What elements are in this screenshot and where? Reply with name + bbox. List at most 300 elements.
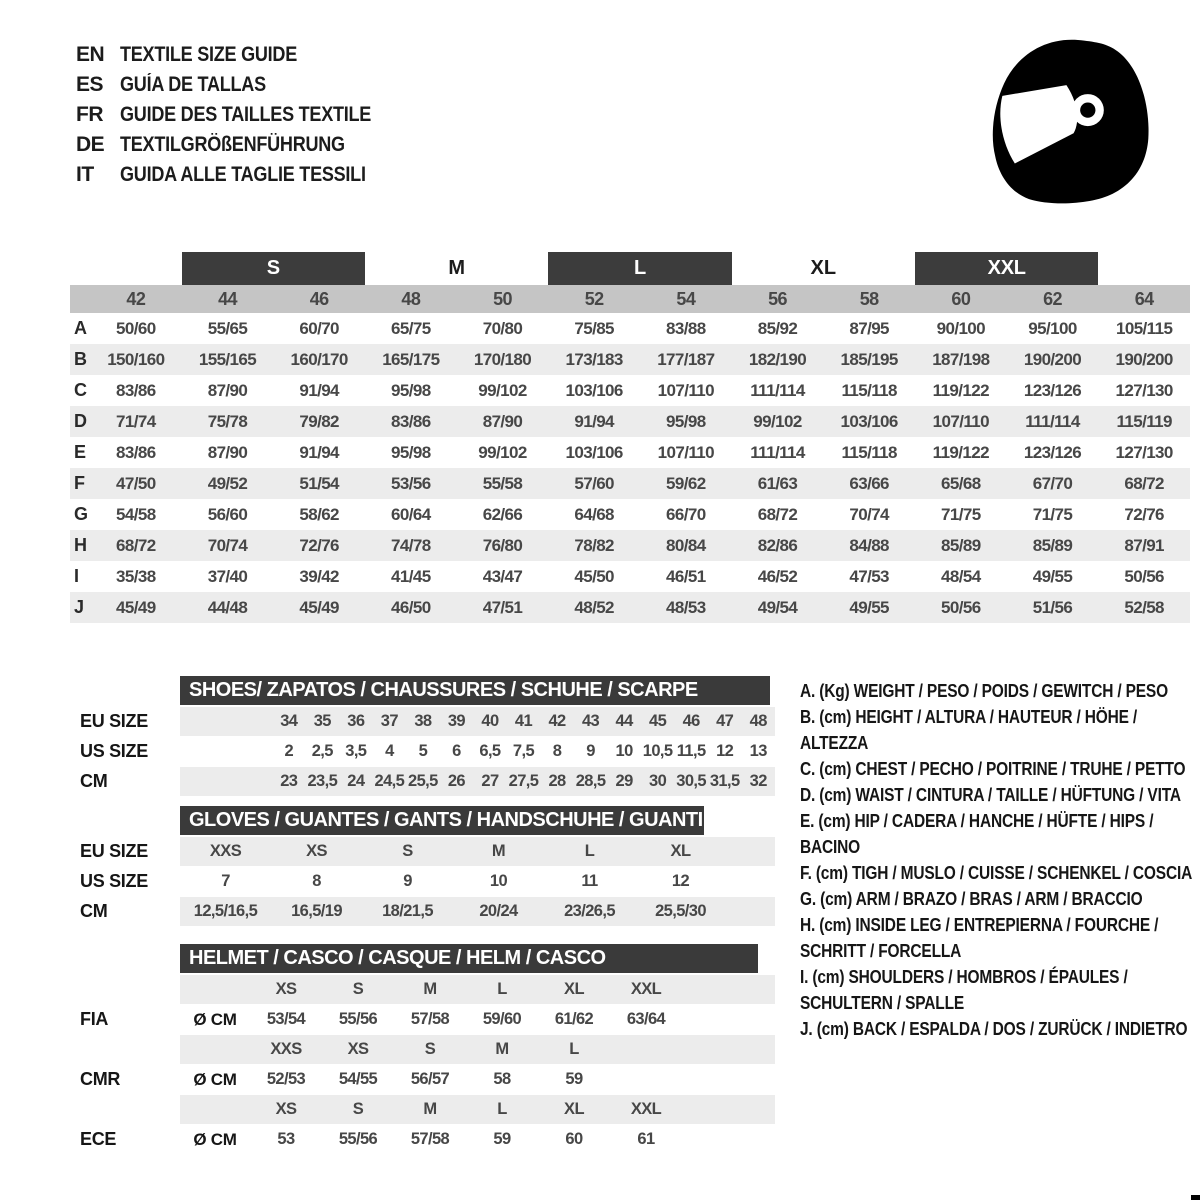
size-value-cell: 40 <box>481 712 499 730</box>
apparel-row-D <box>70 406 1190 437</box>
language-row <box>76 100 412 130</box>
measurement-cell: 49/54 <box>757 597 798 617</box>
measurement-cell: 46/51 <box>666 566 706 586</box>
measurement-cell: 123/126 <box>1023 442 1082 462</box>
helmet-size-label: S <box>352 1100 364 1118</box>
language-code: DE <box>76 133 105 156</box>
measurement-cell: 99/102 <box>478 380 527 400</box>
helmet-size-label: L <box>497 1100 507 1118</box>
measurement-cell: 71/75 <box>1032 504 1073 524</box>
row-label: H <box>74 535 87 555</box>
size-value-cell: 9 <box>403 872 412 890</box>
measurement-cell: 61/63 <box>757 473 798 493</box>
size-value-cell: XXS <box>209 842 242 860</box>
apparel-row-F <box>70 468 1190 499</box>
helmet-size-value: 60 <box>565 1130 583 1148</box>
gloves-rows <box>75 837 780 926</box>
language-title <box>120 73 290 97</box>
measurement-cell: 35/38 <box>116 566 156 586</box>
measurement-cell: 71/75 <box>941 504 981 524</box>
size-value-cell: 30 <box>649 772 667 790</box>
measurement-cell: 170/180 <box>473 349 532 369</box>
helmet-values <box>180 1125 775 1154</box>
gloves-row <box>75 897 780 926</box>
helmet-value-row-CMR <box>75 1065 780 1094</box>
edge-mark <box>1191 1195 1200 1200</box>
size-value-cell: 9 <box>586 742 595 760</box>
gloves-values <box>180 897 775 926</box>
measurement-cell: 53/56 <box>391 473 431 493</box>
size-value-cell: 26 <box>447 772 465 790</box>
helmet-size-value: 57/58 <box>410 1010 450 1028</box>
diameter-unit-label: Ø CM <box>193 1129 237 1149</box>
measurement-cell: 160/170 <box>290 349 348 369</box>
size-number-spacer <box>70 285 90 313</box>
language-row <box>76 40 412 70</box>
size-number: 56 <box>768 288 787 309</box>
measurement-cell: 78/82 <box>574 535 614 555</box>
size-group-header <box>70 252 1190 285</box>
size-value-cell: 24 <box>347 772 365 790</box>
measurement-cell: 72/76 <box>299 535 339 555</box>
row-label: A <box>74 318 87 338</box>
gloves-values <box>180 837 775 866</box>
measurement-cell: 60/64 <box>391 504 431 524</box>
measurement-cell: 80/84 <box>666 535 706 555</box>
helmet-size-value: 58 <box>493 1070 511 1088</box>
helmet-size-label: XS <box>275 1100 297 1118</box>
measurement-cell: 87/90 <box>207 442 248 462</box>
row-label: B <box>74 349 87 369</box>
measurement-cell: 83/86 <box>116 380 156 400</box>
size-value-cell: 18/21,5 <box>382 902 433 920</box>
size-value-cell: 24,5 <box>374 772 405 790</box>
size-value-cell: 25,5 <box>408 772 438 790</box>
helmet-size-label: XL <box>564 980 584 998</box>
measurement-cell: 46/52 <box>757 566 798 586</box>
helmet-size-value: 59 <box>565 1070 583 1088</box>
size-group-l: L <box>548 252 731 285</box>
measurement-cell: 91/94 <box>299 442 339 462</box>
row-label: EU SIZE <box>80 841 148 861</box>
size-group-m: M <box>448 257 465 279</box>
measurement-cell: 68/72 <box>1124 473 1164 493</box>
size-value-cell: 45 <box>649 712 667 730</box>
size-value-cell: 23 <box>280 772 298 790</box>
language-code: IT <box>76 163 94 186</box>
helmet-size-label: S <box>352 980 364 998</box>
certification-label: CMR <box>80 1069 121 1089</box>
size-number-band <box>70 285 1190 313</box>
helmet-size-header-row <box>75 1035 780 1064</box>
shoes-table-title: SHOES/ ZAPATOS / CHAUSSURES / SCHUHE / SCARPE <box>180 676 770 705</box>
size-number: 44 <box>218 288 237 309</box>
measurement-cell: 111/114 <box>1025 411 1080 431</box>
legend-item: F. (cm) TIGH / MUSLO / CUISSE / SCHENKEL / COSCIA <box>800 863 1193 883</box>
size-value-cell: 10 <box>489 872 508 890</box>
measurement-cell: 119/122 <box>932 380 989 400</box>
measurement-cell: 187/198 <box>932 349 990 369</box>
row-label <box>75 1095 180 1124</box>
measurement-cell: 107/110 <box>657 442 714 462</box>
measurement-cell: 51/56 <box>1032 597 1073 617</box>
shoes-row <box>75 707 780 736</box>
measurement-cell: 70/74 <box>849 504 889 524</box>
size-value-cell: 11 <box>581 872 598 890</box>
apparel-row-G <box>70 499 1190 530</box>
measurement-cell: 83/86 <box>391 411 431 431</box>
apparel-measurement-rows <box>70 313 1190 623</box>
measurement-cell: 39/42 <box>299 566 339 586</box>
shoes-values <box>180 767 775 796</box>
legend-item: A. (Kg) WEIGHT / PESO / POIDS / GEWITCH / PESO <box>800 681 1168 701</box>
size-number: 60 <box>951 288 971 309</box>
measurement-cell: 85/92 <box>757 318 798 338</box>
measurement-cell: 41/45 <box>391 566 431 586</box>
measurement-cell: 45/49 <box>116 597 156 617</box>
helmet-size-value: 55/56 <box>338 1010 378 1028</box>
size-value-cell: 42 <box>548 712 566 730</box>
language-code: ES <box>76 73 104 96</box>
size-value-cell: 28 <box>548 772 566 790</box>
size-value-cell: XS <box>306 842 327 860</box>
shoes-row <box>75 737 780 766</box>
helmet-size-label: XS <box>347 1040 369 1058</box>
size-number: 54 <box>676 288 696 309</box>
measurement-cell: 95/100 <box>1028 318 1077 338</box>
size-value-cell: 43 <box>581 712 600 730</box>
size-value-cell: 35 <box>313 712 331 730</box>
helmet-size-table <box>75 944 780 1155</box>
measurement-cell: 91/94 <box>299 380 339 400</box>
certification-label: ECE <box>80 1129 117 1149</box>
helmet-size-value: 53/54 <box>266 1010 306 1028</box>
gloves-size-table <box>75 806 780 927</box>
measurement-cell: 49/55 <box>849 597 889 617</box>
size-number: 52 <box>584 288 604 309</box>
size-value-cell: S <box>402 842 413 860</box>
measurement-cell: 85/89 <box>941 535 981 555</box>
measurement-cell: 87/90 <box>207 380 248 400</box>
size-value-cell: 38 <box>414 712 432 730</box>
row-label: E <box>74 442 87 462</box>
racing-helmet-icon <box>978 30 1162 208</box>
apparel-row-A <box>70 313 1190 344</box>
gloves-row <box>75 867 780 896</box>
measurement-cell: 111/114 <box>750 380 805 400</box>
measurement-cell: 43/47 <box>482 566 523 586</box>
size-value-cell: 20/24 <box>479 902 518 920</box>
shoes-values <box>180 737 775 766</box>
measurement-cell: 115/118 <box>841 442 897 462</box>
apparel-row-C <box>70 375 1190 406</box>
measurement-cell: 177/187 <box>657 349 715 369</box>
size-value-cell: 3,5 <box>345 742 367 760</box>
helmet-size-value: 59 <box>493 1130 511 1148</box>
measurement-cell: 115/118 <box>841 380 897 400</box>
measurement-cell: 82/86 <box>757 535 798 555</box>
size-number: 48 <box>401 288 421 309</box>
shoes-row <box>75 767 780 796</box>
measurement-cell: 95/98 <box>391 380 431 400</box>
measurement-cell: 165/175 <box>382 349 440 369</box>
size-number: 46 <box>309 288 329 309</box>
row-label: D <box>74 411 87 431</box>
measurement-cell: 58/62 <box>299 504 339 524</box>
measurement-cell: 75/78 <box>207 411 248 431</box>
measurement-cell: 49/55 <box>1032 566 1073 586</box>
helmet-size-label: XXS <box>270 1040 302 1058</box>
size-value-cell: 36 <box>347 712 365 730</box>
size-group-s: S <box>182 252 365 285</box>
helmet-size-headers <box>180 975 775 1004</box>
size-value-cell: 8 <box>312 872 321 890</box>
measurement-cell: 52/58 <box>1124 597 1164 617</box>
row-label: F <box>74 473 85 493</box>
helmet-size-label: XL <box>564 1100 584 1118</box>
measurement-cell: 85/89 <box>1032 535 1073 555</box>
measurement-cell: 55/65 <box>207 318 248 338</box>
measurement-cell: 91/94 <box>574 411 614 431</box>
size-value-cell: 12,5/16,5 <box>193 902 258 920</box>
measurement-cell: 44/48 <box>207 597 248 617</box>
size-value-cell: 32 <box>749 772 767 790</box>
language-row <box>76 160 412 190</box>
row-label: J <box>74 597 85 617</box>
size-value-cell: 10,5 <box>642 742 673 760</box>
language-title-text: GUÍA DE TALLAS <box>120 73 266 96</box>
size-group-xl: XL <box>810 257 837 279</box>
size-value-cell: 8 <box>552 742 562 760</box>
measurement-cell: 46/50 <box>391 597 431 617</box>
legend-item: C. (cm) CHEST / PECHO / POITRINE / TRUHE / PETTO <box>800 759 1186 779</box>
row-label: C <box>74 380 87 400</box>
size-value-cell: 37 <box>380 712 398 730</box>
helmet-size-value: 63/64 <box>626 1010 666 1028</box>
language-title <box>120 103 412 127</box>
measurement-cell: 90/100 <box>936 318 986 338</box>
measurement-cell: 67/70 <box>1032 473 1073 493</box>
helmet-size-value: 54/55 <box>338 1070 378 1088</box>
shoes-values <box>180 707 775 736</box>
measurement-cell: 74/78 <box>391 535 431 555</box>
measurement-cell: 107/110 <box>657 380 714 400</box>
language-title-list <box>76 40 412 190</box>
helmet-size-label: XXL <box>630 980 662 998</box>
apparel-size-table <box>70 252 1190 623</box>
measurement-cell: 47/53 <box>849 566 889 586</box>
measurement-cell: 115/119 <box>1116 411 1172 431</box>
size-value-cell: M <box>491 842 506 860</box>
measurement-cell: 51/54 <box>299 473 339 493</box>
measurement-cell: 59/62 <box>666 473 706 493</box>
size-value-cell: 7,5 <box>512 742 535 760</box>
measurement-cell: 103/106 <box>565 442 623 462</box>
size-value-cell: 47 <box>716 712 734 730</box>
size-value-cell: 11,5 <box>676 742 706 760</box>
measurement-cell: 70/74 <box>207 535 248 555</box>
size-number: 42 <box>126 288 146 309</box>
helmet-size-value: 52/53 <box>266 1070 306 1088</box>
row-label <box>75 1035 180 1064</box>
measurement-cell: 83/88 <box>666 318 706 338</box>
helmet-size-value: 59/60 <box>482 1010 522 1028</box>
measurement-cell: 155/165 <box>198 349 257 369</box>
measurement-cell: 54/58 <box>116 504 156 524</box>
measurement-cell: 47/50 <box>116 473 156 493</box>
legend-item: H. (cm) INSIDE LEG / ENTREPIERNA / FOURCHE / SCHRITT / FORCELLA <box>800 915 1159 961</box>
measurement-cell: 107/110 <box>932 411 989 431</box>
helmet-size-label: XS <box>275 980 297 998</box>
size-value-cell: 48 <box>749 712 767 730</box>
measurement-cell: 87/95 <box>849 318 889 338</box>
gloves-values <box>180 867 775 896</box>
certification-label: FIA <box>80 1009 109 1029</box>
row-label: G <box>74 504 89 524</box>
size-value-cell: 23,5 <box>307 772 338 790</box>
size-value-cell: 27 <box>481 772 499 790</box>
language-title-text: GUIDA ALLE TAGLIE TESSILI <box>120 163 366 186</box>
legend-item: G. (cm) ARM / BRAZO / BRAS / ARM / BRACCIO <box>800 889 1143 909</box>
measurement-cell: 60/70 <box>299 318 339 338</box>
measurement-cell: 150/160 <box>107 349 165 369</box>
legend-item: E. (cm) HIP / CADERA / HANCHE / HÜFTE / HIPS / BACINO <box>800 811 1154 857</box>
size-value-cell: 16,5/19 <box>291 902 342 920</box>
measurement-cell: 105/115 <box>1115 318 1173 338</box>
size-value-cell: 39 <box>447 712 465 730</box>
measurement-cell: 83/86 <box>116 442 156 462</box>
measurement-cell: 63/66 <box>849 473 889 493</box>
helmet-size-value: 61 <box>637 1130 655 1148</box>
measurement-cell: 127/130 <box>1115 442 1173 462</box>
size-value-cell: 23/26,5 <box>564 902 615 920</box>
size-value-cell: L <box>584 842 595 860</box>
helmet-size-value: 57/58 <box>410 1130 450 1148</box>
measurement-cell: 182/190 <box>748 349 807 369</box>
measurement-cell: 75/85 <box>574 318 614 338</box>
diameter-unit-label: Ø CM <box>193 1069 237 1089</box>
measurement-cell: 71/74 <box>116 411 156 431</box>
language-title-text: TEXTILE SIZE GUIDE <box>120 43 297 66</box>
row-label: US SIZE <box>80 741 148 761</box>
measurement-cell: 84/88 <box>849 535 889 555</box>
measurement-cell: 111/114 <box>750 442 805 462</box>
measurement-cell: 87/90 <box>482 411 523 431</box>
size-value-cell: 2,5 <box>311 742 333 760</box>
language-title-text: GUIDE DES TAILLES TEXTILE <box>120 103 372 126</box>
measurement-cell: 62/66 <box>482 504 523 524</box>
measurement-cell: 99/102 <box>478 442 527 462</box>
helmet-size-label: M <box>495 1040 509 1058</box>
size-group-xxl: XXL <box>915 252 1098 285</box>
size-value-cell: 27,5 <box>508 772 539 790</box>
measurement-cell: 119/122 <box>932 442 989 462</box>
helmet-size-value: 55/56 <box>338 1130 378 1148</box>
language-title <box>120 43 326 67</box>
measurement-cell: 190/200 <box>1115 349 1173 369</box>
apparel-row-E <box>70 437 1190 468</box>
measurement-cell: 79/82 <box>299 411 339 431</box>
size-number: 62 <box>1043 288 1062 309</box>
helmet-table-title: HELMET / CASCO / CASQUE / HELM / CASCO <box>180 944 758 973</box>
size-value-cell: 10 <box>615 742 633 760</box>
measurement-cell: 87/91 <box>1124 535 1164 555</box>
size-value-cell: 6,5 <box>479 742 501 760</box>
measurement-cell: 68/72 <box>757 504 798 524</box>
helmet-size-header-row <box>75 1095 780 1124</box>
helmet-size-headers <box>180 1035 775 1064</box>
helmet-size-value: 53 <box>277 1130 295 1148</box>
size-number: 58 <box>859 288 879 309</box>
measurement-cell: 57/60 <box>574 473 614 493</box>
language-code: FR <box>76 103 103 126</box>
size-value-cell: 6 <box>452 742 461 760</box>
language-row <box>76 70 412 100</box>
language-title-text: TEXTILGRÖßENFÜHRUNG <box>120 133 345 156</box>
row-label: EU SIZE <box>80 711 148 731</box>
size-number: 64 <box>1134 288 1154 309</box>
helmet-size-header-row <box>75 975 780 1004</box>
language-title <box>120 133 381 157</box>
size-value-cell: 29 <box>615 772 633 790</box>
size-value-cell: 4 <box>385 742 394 760</box>
measurement-legend <box>800 678 1197 1042</box>
measurement-cell: 48/54 <box>941 566 981 586</box>
row-label <box>75 975 180 1004</box>
measurement-cell: 48/53 <box>666 597 706 617</box>
measurement-cell: 123/126 <box>1023 380 1082 400</box>
measurement-cell: 50/56 <box>941 597 981 617</box>
measurement-cell: 127/130 <box>1115 380 1173 400</box>
measurement-cell: 103/106 <box>840 411 898 431</box>
apparel-row-B <box>70 344 1190 375</box>
size-value-cell: 28,5 <box>575 772 606 790</box>
size-value-cell: 34 <box>280 712 298 730</box>
row-label: CM <box>80 901 108 921</box>
diameter-unit-label: Ø CM <box>193 1009 237 1029</box>
language-code: EN <box>76 43 105 66</box>
measurement-cell: 50/60 <box>116 318 156 338</box>
row-label: US SIZE <box>80 871 148 891</box>
size-value-cell: 30,5 <box>676 772 706 790</box>
measurement-cell: 65/75 <box>391 318 431 338</box>
measurement-cell: 37/40 <box>207 566 248 586</box>
apparel-row-I <box>70 561 1190 592</box>
gloves-table-title: GLOVES / GUANTES / GANTS / HANDSCHUHE / GUANTI <box>180 806 704 835</box>
size-value-cell: 12 <box>716 742 734 760</box>
helmet-value-row-FIA <box>75 1005 780 1034</box>
language-title <box>120 163 406 187</box>
row-label: I <box>74 566 80 586</box>
language-row <box>76 130 412 160</box>
measurement-cell: 45/49 <box>299 597 339 617</box>
helmet-size-headers <box>180 1095 775 1124</box>
measurement-cell: 72/76 <box>1124 504 1164 524</box>
size-value-cell: 25,5/30 <box>655 902 706 920</box>
measurement-cell: 55/58 <box>482 473 523 493</box>
helmet-size-label: S <box>424 1040 436 1058</box>
row-label: CM <box>80 771 108 791</box>
size-value-cell: 46 <box>682 712 700 730</box>
helmet-size-label: L <box>497 980 507 998</box>
measurement-cell: 49/52 <box>207 473 248 493</box>
apparel-row-H <box>70 530 1190 561</box>
shoes-rows <box>75 707 780 796</box>
measurement-cell: 190/200 <box>1023 349 1082 369</box>
size-value-cell: 7 <box>221 872 230 890</box>
measurement-cell: 95/98 <box>666 411 706 431</box>
measurement-cell: 95/98 <box>391 442 431 462</box>
